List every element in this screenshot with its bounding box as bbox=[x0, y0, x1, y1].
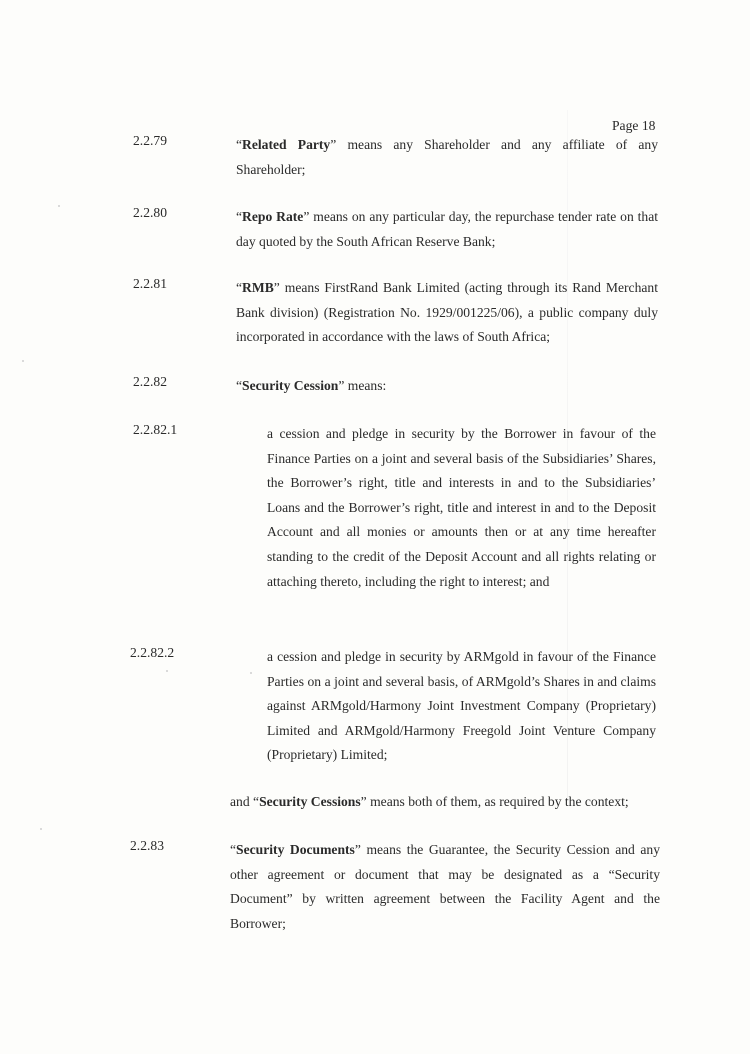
clause-text bbox=[230, 838, 660, 936]
definition: means the Guarantee, the Security Cession and any other agreement or document that may be designated as a “Security Document” by written agreement between the Facility Agent and the Borrower; bbox=[230, 842, 661, 931]
clause-number: 2.2.83 bbox=[130, 838, 164, 853]
definition: means FirstRand Bank Limited (acting through its Rand Merchant Bank division) (Registration No. 1929/001225/06), a public company duly incorporated in accordance with the laws of South Africa; bbox=[236, 280, 658, 345]
close-quote: ” bbox=[303, 209, 310, 224]
definition: means both of them, as required by the context; bbox=[366, 794, 629, 809]
clause-number: 2.2.80 bbox=[133, 205, 167, 220]
defined-term: Security Cessions bbox=[259, 794, 361, 809]
definition: means on any particular day, the repurchase tender rate on that day quoted by the South African Reserve Bank; bbox=[236, 209, 659, 249]
defined-term: Related Party bbox=[242, 137, 331, 152]
scan-speck bbox=[58, 205, 60, 207]
prefix: and bbox=[230, 794, 254, 809]
page-number: Page 18 bbox=[612, 118, 656, 133]
open-quote: “ bbox=[236, 378, 243, 393]
clause-text bbox=[236, 205, 658, 254]
clause-text bbox=[236, 374, 658, 399]
close-quote: ” bbox=[354, 842, 361, 857]
clause-text: a cession and pledge in security by the Borrower in favour of the Finance Parties on a joint and several basis of the Subsidiaries’ Shares, the Borrower’s right, title and interests in and to the Subsidiaries’ Loans and the Borrower’s right, title and interest in and to the Deposit Account and all monies or amounts then or at any time hereafter standing to the credit of the Deposit Account and all rights relating or attaching thereto, including the right to interest; and bbox=[267, 426, 656, 589]
scan-speck bbox=[22, 360, 24, 362]
close-quote: ” bbox=[338, 378, 345, 393]
scan-speck bbox=[250, 672, 252, 674]
clause-number: 2.2.81 bbox=[133, 276, 167, 291]
open-quote: “ bbox=[236, 280, 243, 295]
defined-term: Security Cession bbox=[242, 378, 339, 393]
clause-number: 2.2.82.1 bbox=[133, 422, 178, 437]
open-quote: “ bbox=[236, 137, 243, 152]
open-quote: “ bbox=[236, 209, 243, 224]
defined-term: Security Documents bbox=[236, 842, 355, 857]
definition: means: bbox=[344, 378, 387, 393]
clause-text: a cession and pledge in security by ARMgold in favour of the Finance Parties on a joint and several basis, of ARMgold’s Shares in and claims against ARMgold/Harmony Joint Investment Company (Proprietary) Limited and ARMgold/Harmony Freegold Joint Venture Company (Proprietary) Limited; bbox=[267, 649, 656, 763]
defined-term: RMB bbox=[242, 280, 274, 295]
clause-text bbox=[230, 790, 660, 815]
clause-number: 2.2.79 bbox=[133, 133, 167, 148]
definition: means any Shareholder and any affiliate of any Shareholder; bbox=[236, 137, 658, 177]
clause-text bbox=[236, 276, 658, 350]
defined-term: Repo Rate bbox=[242, 209, 304, 224]
scan-speck bbox=[40, 828, 42, 830]
clause-number: 2.2.82 bbox=[133, 374, 167, 389]
open-quote: “ bbox=[230, 842, 237, 857]
close-quote: ” bbox=[360, 794, 367, 809]
close-quote: ” bbox=[273, 280, 280, 295]
clause-number: 2.2.82.2 bbox=[130, 645, 175, 660]
scan-speck bbox=[166, 670, 168, 672]
close-quote: ” bbox=[330, 137, 337, 152]
open-quote: “ bbox=[253, 794, 260, 809]
clause-text bbox=[236, 133, 658, 182]
